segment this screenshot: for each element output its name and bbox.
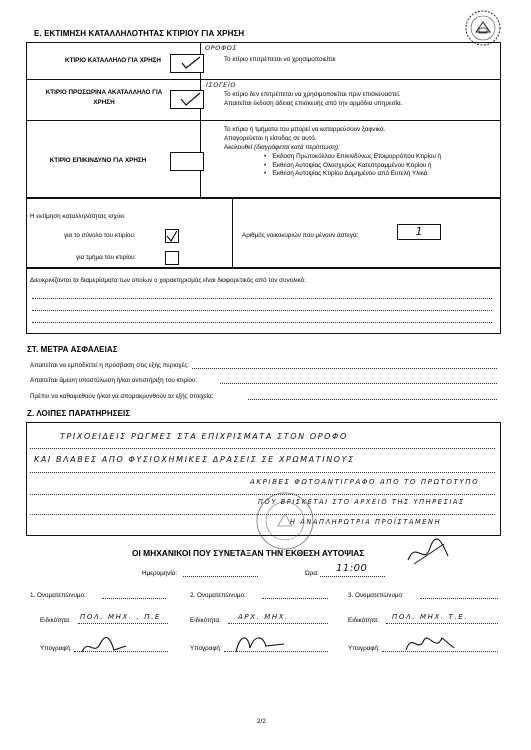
row-suitable-label: ΚΤΙΡΙΟ ΚΑΤΑΛΛΗΛΟ ΓΙΑ ΧΡΗΣΗ — [65, 57, 161, 64]
follow-list — [262, 153, 441, 179]
households-label: Αριθμός νοικοκυριών που μένουν άστεγα: — [242, 232, 359, 239]
engineer-2-spec-label: Ειδικότητα: — [190, 617, 221, 624]
engineer-3-spec-label: Ειδικότητα: — [348, 617, 379, 624]
engineer-2-name: 2. Ονοματεπώνυμο: — [190, 592, 246, 599]
time-label: Ώρα: — [305, 570, 319, 577]
page-number: 2/2 — [257, 718, 266, 725]
engineer-3-spec-value: ΠΟΛ. ΜΗΧ. Τ.Ε. — [392, 613, 469, 621]
dangerous-checkbox[interactable] — [170, 152, 204, 171]
engineer-2-spec-value: ΑΡΧ. ΜΗΧ. — [238, 613, 289, 621]
date-label: Ημερομηνία: — [142, 570, 178, 577]
engineer-1-sig-label: Υπογραφή: — [40, 645, 72, 652]
households-value: 1 — [415, 225, 423, 238]
remarks-line-3: ΑΚΡΙΒΕΣ ΦΩΤΟΑΝΤΙΓΡΑΦΟ ΑΠΟ ΤΟ ΠΡΩΤΟΤΥΠΟ — [250, 478, 480, 486]
part-building-checkbox[interactable] — [165, 251, 179, 265]
engineer-1-spec-label: Ειδικότητα: — [40, 617, 71, 624]
remarks-line-2: ΚΑΙ ΒΛΑΒΕΣ ΑΠΟ ΦΥΣΙΟΧΗΜΙΚΕΣ ΔΡΑΣΕΙΣ ΣΕ ΧΡΩΜΑΤΙΝΟΥΣ — [34, 455, 355, 464]
engineer-1-name: 1. Ονοματεπώνυμο: — [30, 592, 86, 599]
dangerous-desc-1: Το κτίριο ή τμήματα του μπορεί να καταρρεύσουν ξαφνικά. — [224, 126, 386, 133]
part-building-label: για τμήμα του κτιρίου: — [76, 254, 137, 261]
section-e-title: Ε. ΕΚΤΙΜΗΣΗ ΚΑΤΑΛΛΗΛΟΤΗΤΑΣ ΚΤΙΡΙΟΥ ΓΙΑ ΧΡΗΣΗ — [34, 29, 245, 38]
section-z-title: Ζ. ΛΟΙΠΕΣ ΠΑΡΑΤΗΡΗΣΕΙΣ — [27, 409, 131, 418]
signature-1-icon — [80, 636, 130, 658]
clarify-label: Διευκρινίζονται τα διαμερίσματα των οποίων ο χαρακτηρισμός είναι διαφορετικός από τον συνολικό: — [30, 277, 306, 284]
suitable-note: ΟΡΟΦΟΣ — [205, 44, 238, 52]
section-st-title: ΣΤ. ΜΕΤΡΑ ΑΣΦΑΛΕΙΑΣ — [27, 345, 118, 354]
follow-line: Ακολουθεί (διαγράφεται κατά περίπτωση): — [224, 144, 340, 151]
follow-item: • Έκδοση Πρωτοκόλλου Επικινδύνως Ετοιμορρόπου Κτιρίου ή — [272, 153, 441, 162]
engineers-title: ΟΙ ΜΗΧΑΝΙΚΟΙ ΠΟΥ ΣΥΝΕΤΑΞΑΝ ΤΗΝ ΕΚΘΕΣΗ ΑΥΤΟΨΙΑΣ — [132, 548, 365, 558]
engineer-3-sig-label: Υπογραφή: — [348, 645, 380, 652]
households-field[interactable] — [397, 224, 441, 240]
suitable-desc: Το κτίριο επιτρέπεται να χρησιμοποιείται — [224, 56, 336, 63]
engineer-1-spec-value: ΠΟΛ. ΜΗΧ. , Π.Ε — [80, 613, 161, 621]
safety-line-3: Πρέπει να καθαιρεθούν ή/και να απομακρυνθούν τα εξής στοιχεία: — [30, 393, 214, 400]
temp-unsuitable-note: ΙΣΟΓΕΙΟ — [206, 81, 237, 89]
suitable-checkbox[interactable] — [170, 54, 204, 73]
temp-unsuitable-desc-2: Απαιτείται έκδοση άδειας επισκευής από την αρμόδια υπηρεσία. — [224, 100, 403, 107]
time-value: 11:00 — [336, 563, 368, 574]
remarks-line-4: ΠΟΥ ΒΡΙΣΚΕΤΑΙ ΣΤΟ ΑΡΧΕΙΟ ΤΗΣ ΥΠΗΡΕΣΙΑΣ — [258, 498, 465, 506]
dangerous-desc-2: Απαγορεύεται η είσοδος σε αυτό. — [224, 135, 317, 142]
whole-building-label: για το σύνολο του κτιρίου: — [64, 232, 136, 239]
whole-building-checkbox[interactable] — [165, 229, 179, 243]
remarks-line-5: Η ΑΝΑΠΛΗΡΩΤΡΙΑ ΠΡΟΪΣΤΑΜΕΝΗ — [290, 518, 442, 526]
handwritten-signature-icon — [406, 538, 450, 568]
temp-unsuitable-checkbox[interactable] — [170, 90, 204, 109]
engineer-3-name: 3. Ονοματεπώνυμο: — [348, 592, 404, 599]
follow-item: • Έκθεση Αυτοψίας Ολοσχερώς Κατεστραμμένου Κτιρίου ή — [272, 162, 441, 171]
signature-3-icon — [402, 630, 458, 658]
estimate-label: Η εκτίμηση καταλληλότητας ισχύει — [30, 213, 125, 220]
remarks-line-1: ΤΡΙΧΟΕΙΔΕΙΣ ΡΩΓΜΕΣ ΣΤΑ ΕΠΙΧΡΙΣΜΑΤΑ ΣΤΟΝ ΟΡΟΦΟ — [60, 432, 348, 441]
engineer-2-sig-label: Υπογραφή: — [190, 645, 222, 652]
safety-line-1: Απαιτείται να εμποδιστεί η πρόσβαση στις εξής περιοχές: — [30, 362, 190, 369]
temp-unsuitable-desc-1: Το κτίριο δεν επιτρέπεται να χρησιμοποιείται πριν επισκευαστεί. — [224, 91, 401, 98]
safety-line-2: Απαιτείται άμεση υποστύλωση ή/και αντιστήριξη του κτιρίου: — [30, 377, 198, 384]
official-stamp-icon — [254, 490, 316, 552]
signature-2-icon — [232, 630, 288, 658]
row-temp-unsuitable-label: ΚΤΙΡΙΟ ΠΡΟΣΩΡΙΝΑ ΑΚΑΤΑΛΛΗΛΟ ΓΙΑ ΧΡΗΣΗ — [45, 89, 163, 106]
follow-item: • Έκθεση Αυτοψίας Κτιρίου Δομημένου από Ευτελή Υλικά — [272, 170, 441, 179]
row-dangerous-label: ΚΤΙΡΙΟ ΕΠΙΚΙΝΔΥΝΟ ΓΙΑ ΧΡΗΣΗ — [49, 157, 147, 164]
